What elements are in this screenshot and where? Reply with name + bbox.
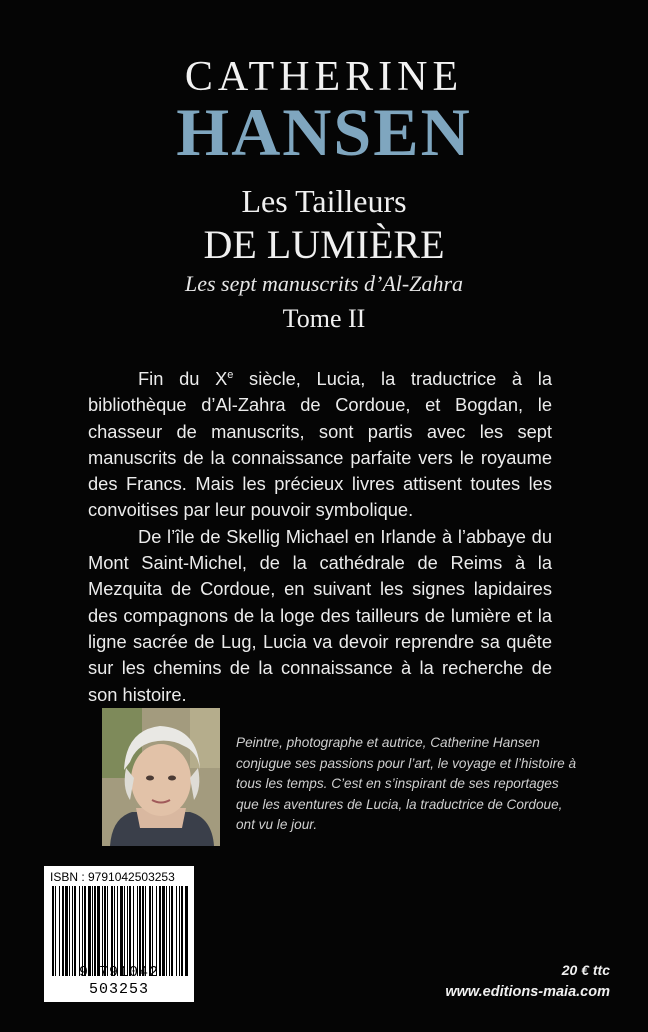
author-last-name: HANSEN <box>176 94 472 170</box>
barcode-bar <box>179 886 180 976</box>
barcode-bar <box>59 886 60 976</box>
barcode-bar <box>120 886 123 976</box>
barcode-bar <box>149 886 151 976</box>
synopsis-paragraph-1 <box>88 366 552 524</box>
barcode-bar <box>55 886 56 976</box>
barcode-bar <box>137 886 138 976</box>
barcode-bar <box>104 886 106 976</box>
barcode-bar <box>52 886 54 976</box>
barcode-bar <box>142 886 144 976</box>
barcode-bar <box>162 886 165 976</box>
barcode-bar <box>102 886 103 976</box>
barcode-bar <box>166 886 167 976</box>
author-bio: Peintre, photographe et autrice, Catherine Hansen conjugue ses passions pour l’art, le voyage et l’histoire à tous les temps. C’est en s’inspirant de ses reportages que les aventures de Lucia, la traductrice de Cordoue, ont vu le jour. <box>236 735 577 832</box>
isbn-label: ISBN : 9791042503253 <box>50 870 175 884</box>
barcode-bar <box>152 886 153 976</box>
barcode-digits: 9 791042 503253 <box>78 964 159 998</box>
barcode-bar <box>74 886 76 976</box>
synopsis-p1-rest: siècle, Lucia, la traductrice à la bibliothèque d’Al-Zahra de Cordoue, et Bogdan, le chasseur de manuscrits, sont partis avec les sept manuscrits de la connaissance parfaite vers le royaume des Francs. Mais les précieux livres attisent toutes les convoitises par leur pouvoir symbolique. <box>88 368 552 521</box>
barcode-bar <box>94 886 96 976</box>
barcode-bar <box>97 886 100 976</box>
book-title-line-1: Les Tailleurs <box>241 183 407 219</box>
synopsis-paragraph-2: De l’île de Skellig Michael en Irlande à l’abbaye du Mont Saint-Michel, de la cathédrale de Reims à la Mezquita de Cordoue, en suivant les signes lapidaires des compagnons de la loge des tailleurs de lumière et la ligne sacrée de Lug, Lucia va devoir reprendre sa quête sur les chemins de la connaissance à la recherche de son histoire. <box>88 525 552 705</box>
publisher-website: www.editions-maia.com <box>445 984 610 1000</box>
barcode-bar <box>145 886 146 976</box>
barcode-bar <box>84 886 86 976</box>
barcode-bar <box>117 886 118 976</box>
barcode-bar <box>129 886 131 976</box>
barcode-bar <box>171 886 173 976</box>
barcode-bar <box>92 886 93 976</box>
barcode-bar <box>124 886 125 976</box>
barcode-bar <box>185 886 188 976</box>
synopsis-p1-start: Fin du X <box>138 368 228 389</box>
barcode-bar <box>72 886 73 976</box>
author-portrait-image <box>102 708 220 846</box>
barcode-bar <box>82 886 83 976</box>
barcode-bar <box>127 886 128 976</box>
barcode-bar <box>156 886 157 976</box>
book-title-line-2: DE LUMIÈRE <box>203 222 445 267</box>
barcode-bar <box>79 886 80 976</box>
century-superscript: e <box>227 368 234 381</box>
barcode-bar <box>69 886 70 976</box>
volume-number: Tome II <box>282 304 366 333</box>
barcode-bar <box>65 886 68 976</box>
barcode-bar <box>169 886 170 976</box>
barcode-bar <box>159 886 161 976</box>
barcode-bar <box>107 886 108 976</box>
barcode-bar <box>111 886 113 976</box>
barcode-bar <box>88 886 91 976</box>
barcode-bar <box>62 886 64 976</box>
book-subtitle: Les sept manuscrits d’Al-Zahra <box>184 271 464 296</box>
isbn-barcode <box>44 866 194 1002</box>
barcode-bar <box>176 886 177 976</box>
synopsis <box>88 366 552 708</box>
barcode-bar <box>133 886 134 976</box>
barcode-bar <box>114 886 115 976</box>
barcode-bar <box>139 886 141 976</box>
author-first-name: CATHERINE <box>184 54 464 100</box>
barcode-bar <box>181 886 183 976</box>
price: 20 € ttc <box>561 962 610 978</box>
author-photo <box>102 708 220 846</box>
